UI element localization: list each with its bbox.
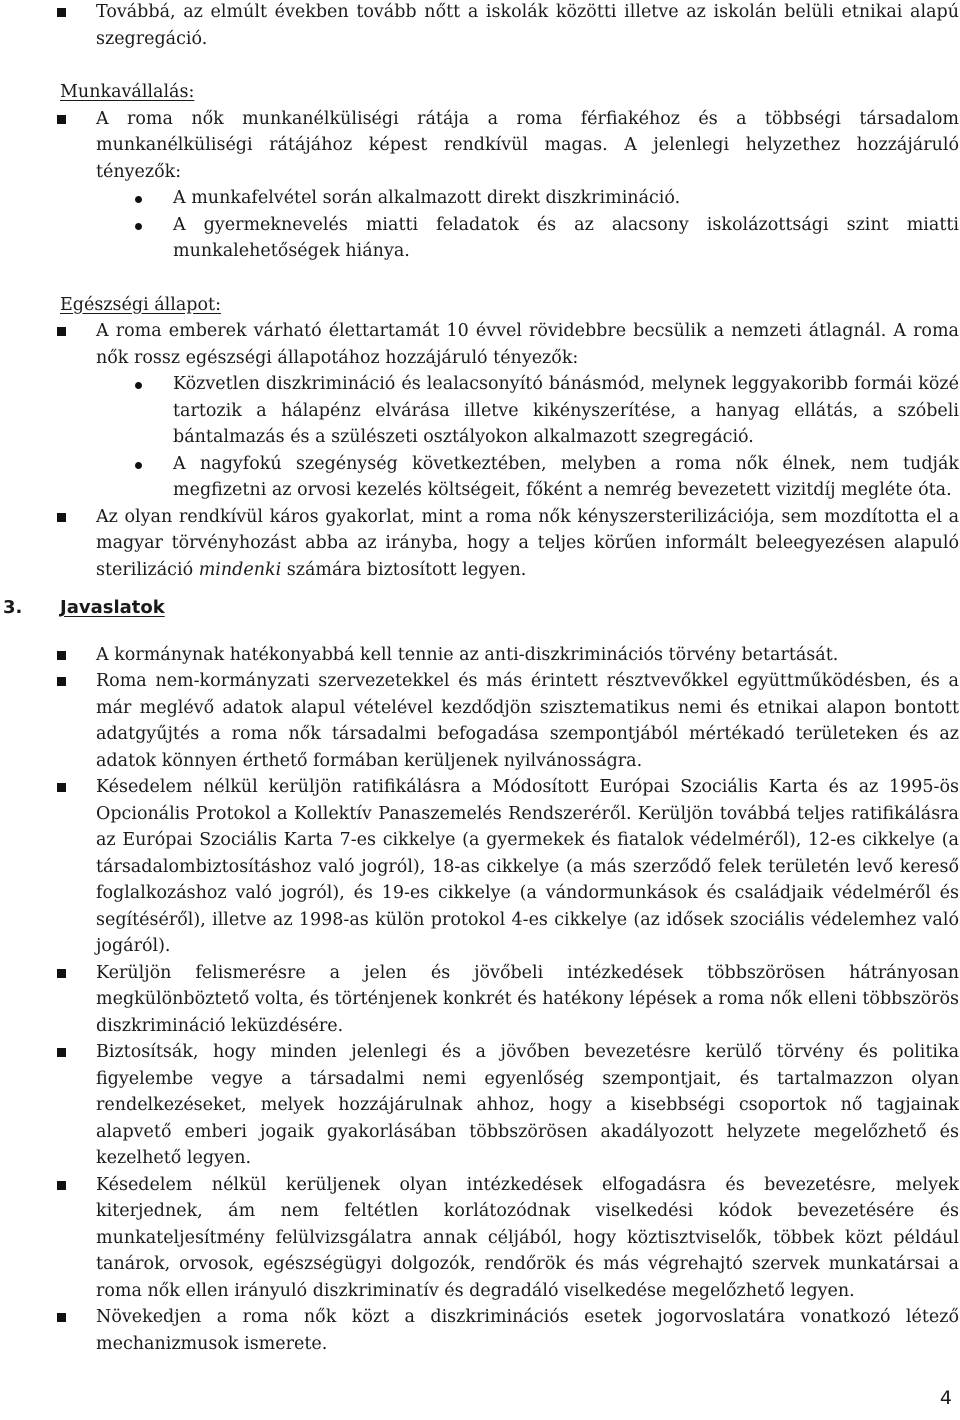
square-bullet-icon xyxy=(57,1313,66,1322)
square-bullet-icon xyxy=(57,651,66,660)
sub-bullet-text: A nagyfokú szegénység következtében, melyben a roma nők élnek, nem tudják megfizetni az orvosi kezelés költségeit, főként a nemrég bevezetett vizitdíj megléte óta. xyxy=(173,453,959,500)
employment-heading: Munkavállalás: xyxy=(60,82,195,102)
section-title: Javaslatok xyxy=(60,597,165,618)
sub-bullet-item xyxy=(0,212,960,265)
bullet-item xyxy=(0,504,960,584)
recommendation-text: Biztosítsák, hogy minden jelenlegi és a jövőben bevezetésre kerülő törvény és politika figyelembe vegye a társadalmi nemi egyenlőség szempontjait, és tartalmazzon olyan rendelkezéseket, melyek hozzájárulnak ahhoz, hogy a kisebbségi csoportok nő tagjainak alapvető emberi jogaik gyakorlásában többszörösen akadályozott helyzete megelőzhető és kezelhető legyen. xyxy=(96,1042,959,1168)
bullet-item xyxy=(0,318,960,371)
square-bullet-icon xyxy=(57,1048,66,1057)
round-bullet-icon xyxy=(135,196,142,203)
square-bullet-icon xyxy=(57,1181,66,1190)
recommendation-text: Késedelem nélkül kerüljön ratifikálásra a Módosított Európai Szociális Karta és az 1995-ös Opcionális Protokol a Kollektív Panaszemelés Rendszeréről. Kerüljön továbbá teljes ratifikálásra az Európai Szociális Karta 7-es cikkelye (a gyermekek és fiatalok védelméről), 12-es cikkelye (a társadalombiztosításhoz való jogról), 18-as cikkelye (a más szerződő felek területén levő kereső foglalkozáshoz való jogról), és 19-es cikkelye (a vándormunkások és családjaik védelméről és segítéséről), illetve az 1998-as külön protokol 4-es cikkelye (az idősek szociális védelemhez való jogáról). xyxy=(96,777,959,956)
recommendation-item xyxy=(0,960,960,1040)
recommendation-item xyxy=(0,1039,960,1172)
round-bullet-icon xyxy=(135,223,142,230)
recommendation-text: Késedelem nélkül kerüljenek olyan intézkedések elfogadásra és bevezetésre, melyek kiterjednek, ám nem feltétlen korlátozódnak viselkedési kódok bevezetésére és munkateljesítmény felülvizsgálatra annak céljából, hogy köztisztviselők, többek közt például tanárok, orvosok, egészségügyi dolgozók, rendőrök és más végrehajtó szervek munkatársai a roma nők ellen irányuló diszkriminatív és degradáló viselkedése megelőzhető legyen. xyxy=(96,1174,959,1301)
bullet-text: Az olyan rendkívül káros gyakorlat, mint a roma nők kényszersterilizációja, sem mozdította el a magyar törvényhozást abba az irányba, hogy a teljes körűen informált beleegyezésen alapuló sterilizáció xyxy=(96,506,959,580)
recommendation-text: Növekedjen a roma nők közt a diszkriminációs esetek jogorvoslatára vonatkozó létező mechanizmusok ismerete. xyxy=(96,1307,959,1354)
recommendation-item xyxy=(0,668,960,774)
recommendation-text: Roma nem-kormányzati szervezetekkel és más érintett résztvevőkkel együttműködésben, és a már meglévő adatok alapul vételével kezdődjön szisztematikus nemi és etnikai alapon bontott adatgyűjtés a roma nők társadalmi befogadása szempontjából mértékadó területeken és az adatok könnyen érthető formában kerüljenek nyilvánosságra. xyxy=(96,671,959,771)
bullet-text: A roma emberek várható élettartamát 10 évvel rövidebbre becsülik a nemzeti átlagnál. A roma nők rossz egészségi állapotához hozzájáruló tényezők: xyxy=(96,321,959,368)
emphasis-text: mindenki xyxy=(198,559,282,580)
section-heading xyxy=(0,595,960,622)
square-bullet-icon xyxy=(57,513,66,522)
recommendation-text: Kerüljön felismerésre a jelen és jövőbeli intézkedések többszörösen hátrányosan megkülönböztető volta, és történjenek konkrét és hatékony lépések a roma nők elleni többszörös diszkrimináció leküzdésére. xyxy=(96,962,959,1036)
sub-bullet-item xyxy=(0,451,960,504)
square-bullet-icon xyxy=(57,8,66,17)
bullet-text: A roma nők munkanélküliségi rátája a roma férfiakéhoz és a többségi társadalom munkanélküliségi rátájához képest rendkívül magas. A jelenlegi helyzethez hozzájáruló tényezők: xyxy=(96,108,959,182)
round-bullet-icon xyxy=(135,382,142,389)
page-number: 4 xyxy=(939,1387,952,1409)
section-number: 3. xyxy=(3,597,23,618)
recommendation-item xyxy=(0,642,960,669)
round-bullet-icon xyxy=(135,462,142,469)
sub-bullet-text: Közvetlen diszkrimináció és lealacsonyító bánásmód, melynek leggyakoribb formái közé tartozik a hálapénz elvárása illetve kikényszerítése, a hanyag ellátás, a szóbeli bántalmazás és a szülészeti osztályokon alkalmazott szegregáció. xyxy=(173,374,959,447)
square-bullet-icon xyxy=(57,969,66,978)
sub-bullet-item xyxy=(0,185,960,212)
recommendation-item xyxy=(0,774,960,960)
bullet-text-end: számára biztosított legyen. xyxy=(281,559,527,580)
square-bullet-icon xyxy=(57,115,66,124)
sub-bullet-text: A gyermeknevelés miatti feladatok és az alacsony iskolázottsági szint miatti munkalehetőségek hiánya. xyxy=(173,214,959,261)
recommendation-text: A kormánynak hatékonyabbá kell tennie az anti-diszkriminációs törvény betartását. xyxy=(96,644,839,665)
square-bullet-icon xyxy=(57,677,66,686)
sub-bullet-text: A munkafelvétel során alkalmazott direkt diszkrimináció. xyxy=(173,188,681,208)
square-bullet-icon xyxy=(57,327,66,336)
recommendation-item xyxy=(0,1172,960,1305)
bullet-item xyxy=(0,0,960,52)
sub-bullet-item xyxy=(0,371,960,451)
bullet-item xyxy=(0,106,960,186)
square-bullet-icon xyxy=(57,783,66,792)
recommendation-item xyxy=(0,1304,960,1357)
bullet-text: Továbbá, az elmúlt években tovább nőtt a iskolák közötti illetve az iskolán belüli etnikai alapú szegregáció. xyxy=(96,2,959,49)
health-heading: Egészségi állapot: xyxy=(60,294,221,315)
